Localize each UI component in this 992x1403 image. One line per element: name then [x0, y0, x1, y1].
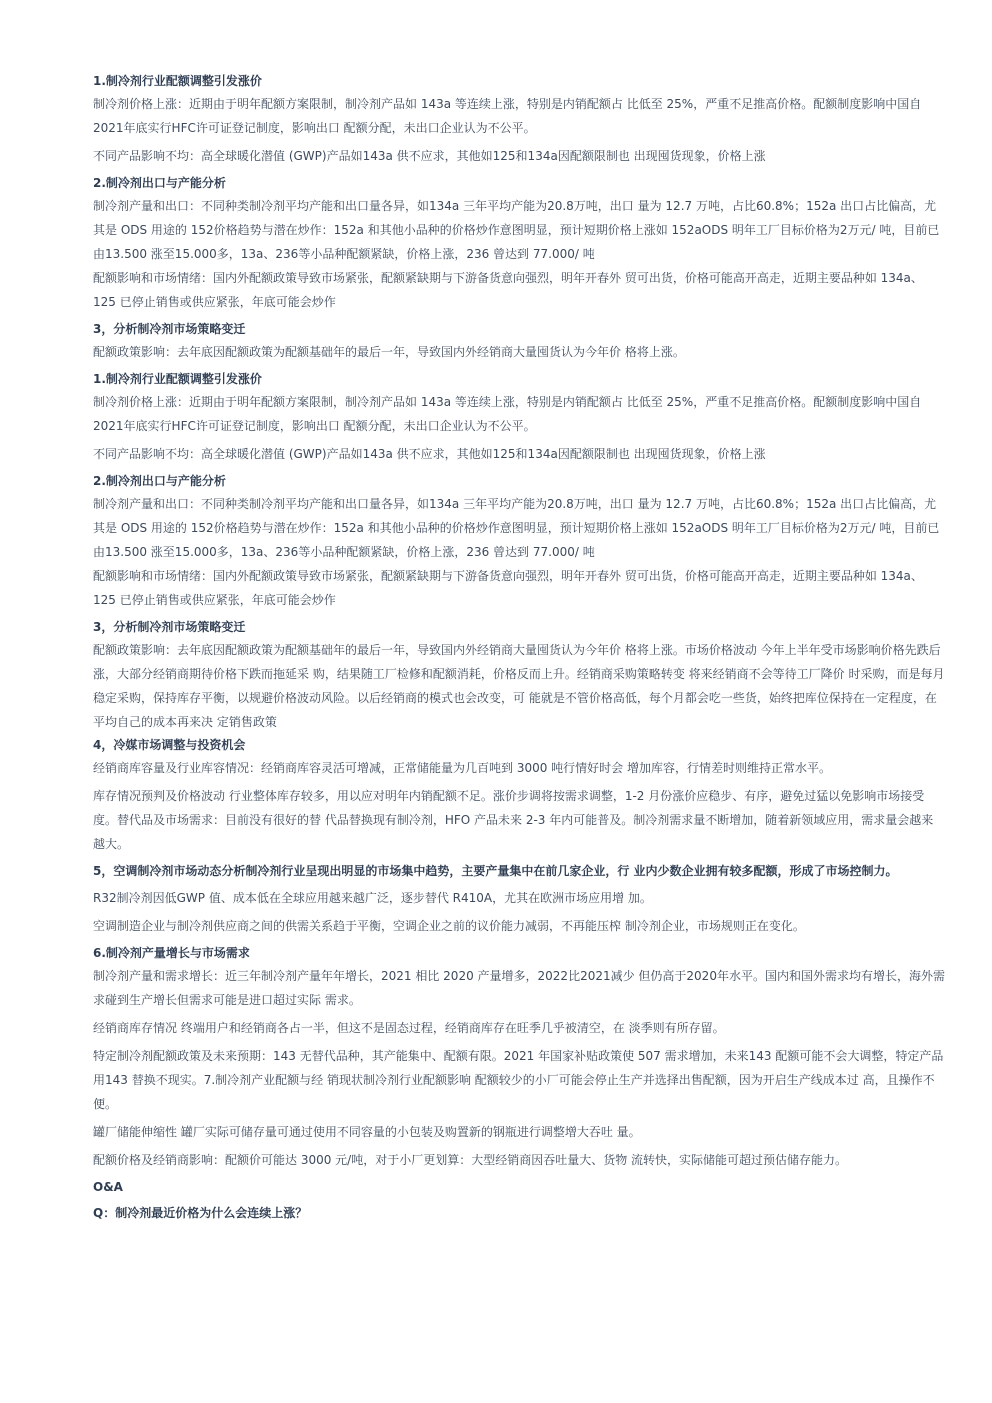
section-heading: 3，分析制冷剂市场策略变迁	[93, 620, 246, 634]
question-heading: Q：制冷剂最近价格为什么会连续上涨？	[93, 1206, 308, 1220]
paragraph: 配额政策影响：去年底因配额政策为配额基础年的最后一年，导致国内外经销商大量囤货认为今年价 格将上涨。	[93, 345, 685, 359]
paragraph: 配额政策影响：去年底因配额政策为配额基础年的最后一年，导致国内外经销商大量囤货认为今年价 格将上涨。市场价格波动 今年上半年受市场影响价格先跌后涨，大部分经销商期待价格下跌而拖延采 购，结果随工厂检修和配额消耗，价格反而上升。经销商采购策略转变 将来经销商不会等待工厂降价 时采购，而是每月稳定采购，保持库存平衡，以规避价格波动风险。以后经销商的模式也会改变，可 能就是不管价格高低，每个月都会吃一些货，始终把库位保持在一定程度，在平均自己的成本再来决 定销售政策	[93, 643, 945, 729]
section-heading: 1.制冷剂行业配额调整引发涨价	[93, 372, 262, 386]
section-heading: 1.制冷剂行业配额调整引发涨价	[93, 74, 262, 88]
section-heading: 3，分析制冷剂市场策略变迁	[93, 322, 246, 336]
document-page	[93, 70, 945, 1224]
paragraph: 配额影响和市场情绪：国内外配额政策导致市场紧张，配额紧缺期与下游备货意向强烈，明年开春外 贸可出货，价格可能高开高走，近期主要品种如 134a、125 已停止销售或供应紧张，年底可能会炒作	[93, 569, 923, 607]
paragraph: 不同产品影响不均：高全球暖化潜值 (GWP)产品如143a 供不应求，其他如125和134a因配额限制也 出现囤货现象，价格上涨	[93, 149, 766, 163]
section-heading: 2.制冷剂出口与产能分析	[93, 176, 226, 190]
paragraph: 特定制冷剂配额政策及未来预期：143 无替代品种，其产能集中、配额有限。2021 年国家补贴政策使 507 需求增加，未来143 配额可能不会大调整，特定产品用143 替换不现实。7.制冷剂产业配额与经 销现状制冷剂行业配额影响 配额较少的小厂可能会停止生产并选择出售配额，因为开启生产线成本过 高，且操作不便。	[93, 1049, 944, 1111]
paragraph: 空调制造企业与制冷剂供应商之间的供需关系趋于平衡，空调企业之前的议价能力减弱，不再能压榨 制冷剂企业，市场规则正在变化。	[93, 919, 805, 933]
paragraph: 经销商库容量及行业库容情况：经销商库容灵活可增减，正常储能量为几百吨到 3000 吨行情好时会 增加库容，行情差时则维持正常水平。	[93, 761, 831, 775]
paragraph: 配额价格及经销商影响：配额价可能达 3000 元/吨，对于小厂更划算：大型经销商因吞吐量大、货物 流转快，实际储能可超过预估储存能力。	[93, 1153, 848, 1167]
paragraph: 配额影响和市场情绪：国内外配额政策导致市场紧张，配额紧缺期与下游备货意向强烈，明年开春外 贸可出货，价格可能高开高走，近期主要品种如 134a、125 已停止销售或供应紧张，年底可能会炒作	[93, 271, 923, 309]
section-heading: 2.制冷剂出口与产能分析	[93, 474, 226, 488]
paragraph: 制冷剂价格上涨：近期由于明年配额方案限制，制冷剂产品如 143a 等连续上涨，特别是内销配额占 比低至 25%，严重不足推高价格。配额制度影响中国自2021年底实行HFC许可证登记制度，影响出口 配额分配，未出口企业认为不公平。	[93, 395, 922, 433]
paragraph: 罐厂储能伸缩性 罐厂实际可储存量可通过使用不同容量的小包装及购置新的钢瓶进行调整增大吞吐 量。	[93, 1125, 641, 1139]
section-heading: 5，空调制冷剂市场动态分析制冷剂行业呈现出明显的市场集中趋势，主要产量集中在前几家企业，行 业内少数企业拥有较多配额，形成了市场控制力。	[93, 864, 898, 878]
paragraph: 经销商库存情况 终端用户和经销商各占一半，但这不是固态过程，经销商库存在旺季几乎被清空，在 淡季则有所存留。	[93, 1021, 725, 1035]
section-heading: O&A	[93, 1180, 123, 1194]
paragraph: 制冷剂产量和出口：不同种类制冷剂平均产能和出口量各异，如134a 三年平均产能为20.8万吨，出口 量为 12.7 万吨，占比60.8%；152a 出口占比偏高，尤其是 ODS 用途的 152价格趋势与潜在炒作：152a 和其他小品种的价格炒作意图明显，预计短期价格上涨如 152aODS 明年工厂目标价格为2万元/ 吨，目前已由13.500 涨至15.000多，13a、236等小品种配额紧缺，价格上涨，236 曾达到 77.000/ 吨	[93, 497, 940, 559]
paragraph: 制冷剂产量和出口：不同种类制冷剂平均产能和出口量各异，如134a 三年平均产能为20.8万吨，出口 量为 12.7 万吨，占比60.8%；152a 出口占比偏高，尤其是 ODS 用途的 152价格趋势与潜在炒作：152a 和其他小品种的价格炒作意图明显，预计短期价格上涨如 152aODS 明年工厂目标价格为2万元/ 吨，目前已由13.500 涨至15.000多，13a、236等小品种配额紧缺，价格上涨，236 曾达到 77.000/ 吨	[93, 199, 940, 261]
paragraph: 不同产品影响不均：高全球暖化潜值 (GWP)产品如143a 供不应求，其他如125和134a因配额限制也 出现囤货现象，价格上涨	[93, 447, 766, 461]
section-heading: 6.制冷剂产量增长与市场需求	[93, 946, 250, 960]
paragraph: 库存情况预判及价格波动 行业整体库存较多，用以应对明年内销配额不足。涨价步调将按需求调整，1-2 月份涨价应稳步、有序，避免过猛以免影响市场接受度。替代品及市场需求：目前没有很好的替 代品替换现有制冷剂，HFO 产品未来 2-3 年内可能普及。制冷剂需求量不断增加，随着新领域应用，需求量会越来越大。	[93, 789, 934, 851]
paragraph: 制冷剂价格上涨：近期由于明年配额方案限制，制冷剂产品如 143a 等连续上涨，特别是内销配额占 比低至 25%，严重不足推高价格。配额制度影响中国自2021年底实行HFC许可证登记制度，影响出口 配额分配，未出口企业认为不公平。	[93, 97, 922, 135]
paragraph: R32制冷剂因低GWP 值、成本低在全球应用越来越广泛，逐步替代 R410A，尤其在欧洲市场应用增 加。	[93, 891, 652, 905]
paragraph: 制冷剂产量和需求增长：近三年制冷剂产量年年增长，2021 相比 2020 产量增多，2022比2021减少 但仍高于2020年水平。国内和国外需求均有增长，海外需求碰到生产增长但需求可能是进口超过实际 需求。	[93, 969, 945, 1007]
section-heading: 4，冷媒市场调整与投资机会	[93, 738, 246, 752]
